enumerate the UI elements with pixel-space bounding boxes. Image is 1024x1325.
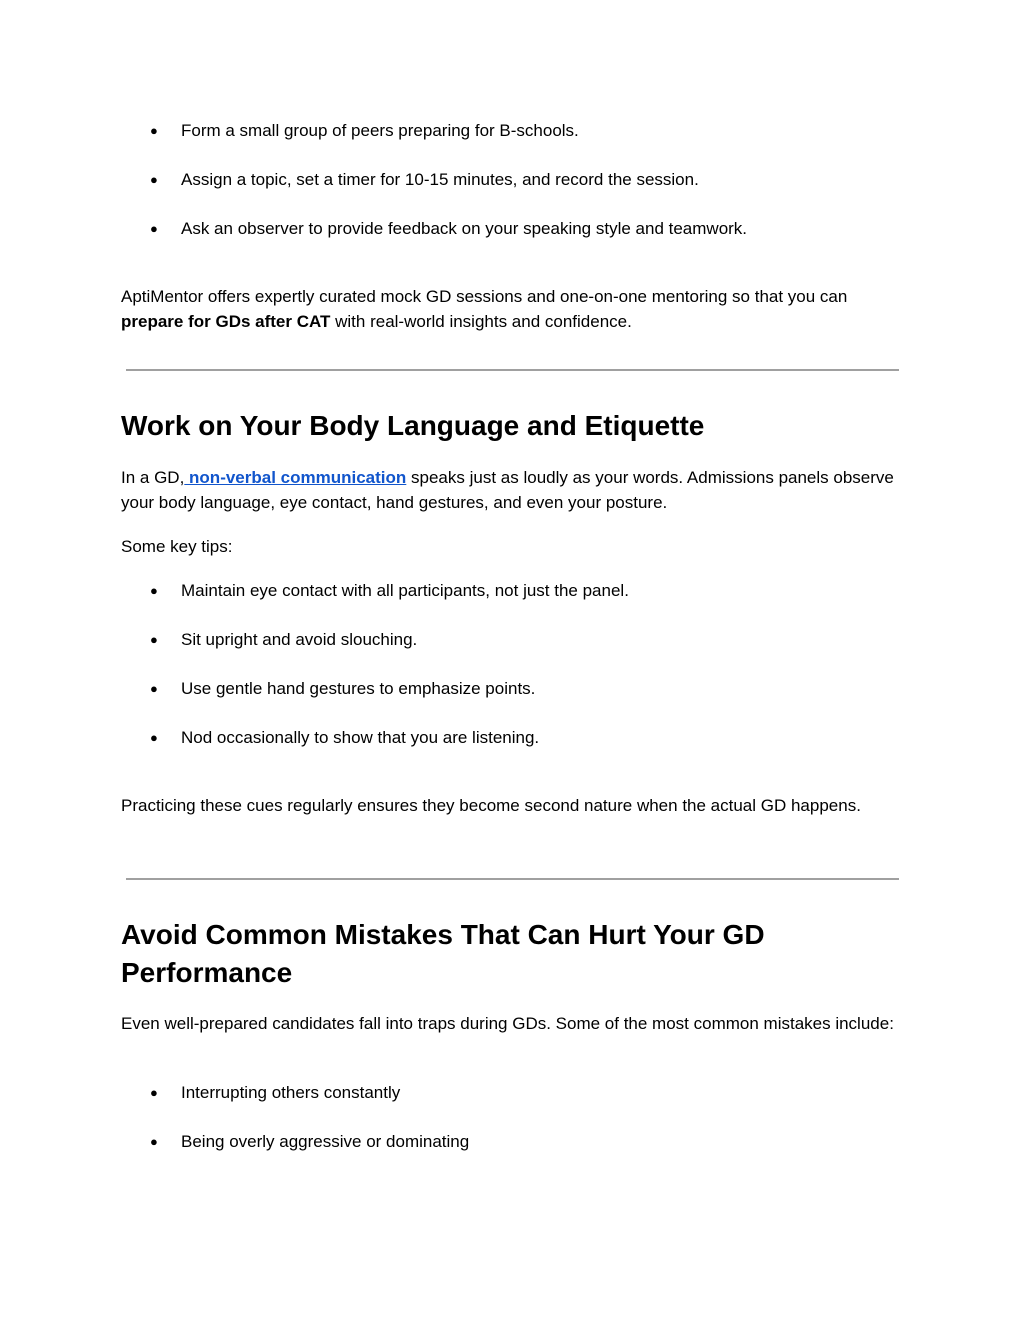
list-item-text: Ask an observer to provide feedback on your speaking style and teamwork.	[181, 219, 748, 238]
list-item-text: Form a small group of peers preparing for B-schools.	[181, 121, 579, 140]
bullet-icon: ●	[150, 123, 158, 138]
list-item-text: Being overly aggressive or dominating	[181, 1132, 470, 1151]
list-item-text: Interrupting others constantly	[181, 1083, 401, 1102]
bullet-icon: ●	[150, 221, 158, 236]
bullet-icon: ●	[150, 681, 158, 696]
non-verbal-communication-link[interactable]: non-verbal communication	[184, 468, 407, 487]
bullet-icon: ●	[150, 730, 158, 745]
closing-paragraph: Practicing these cues regularly ensures they become second nature when the actual GD happens.	[121, 796, 861, 815]
list-item-text: Use gentle hand gestures to emphasize points.	[181, 679, 536, 698]
section-heading: Avoid Common Mistakes That Can Hurt Your GD Performance	[121, 919, 765, 988]
list-item-text: Assign a topic, set a timer for 10-15 minutes, and record the session.	[181, 170, 699, 189]
intro-paragraph	[121, 466, 911, 515]
bullet-icon: ●	[150, 583, 158, 598]
bold-phrase: prepare for GDs after CAT	[121, 311, 331, 331]
mistakes-intro-paragraph: Even well-prepared candidates fall into traps during GDs. Some of the most common mistakes include:	[121, 1014, 894, 1033]
tips-label: Some key tips:	[121, 537, 233, 556]
paragraph-text: with real-world insights and confidence.	[330, 311, 632, 331]
paragraph-text: AptiMentor offers expertly curated mock GD sessions and one-on-one mentoring so that you can	[121, 287, 848, 306]
list-item-text: Nod occasionally to show that you are listening.	[181, 728, 540, 747]
section-divider	[126, 369, 899, 371]
bullet-icon: ●	[150, 1134, 158, 1149]
paragraph-text: speaks just as loudly as your words. Admissions panels observe your body language, eye contact, hand gestures, and even your posture.	[121, 468, 894, 512]
section-divider	[126, 878, 899, 880]
list-item-text: Sit upright and avoid slouching.	[181, 630, 418, 649]
bullet-icon: ●	[150, 1085, 158, 1100]
section-heading: Work on Your Body Language and Etiquette	[121, 410, 705, 441]
paragraph-text: In a GD,	[121, 468, 185, 487]
bullet-icon: ●	[150, 632, 158, 647]
aptimentor-paragraph	[121, 285, 911, 334]
list-item-text: Maintain eye contact with all participants, not just the panel.	[181, 581, 629, 600]
bullet-icon: ●	[150, 172, 158, 187]
